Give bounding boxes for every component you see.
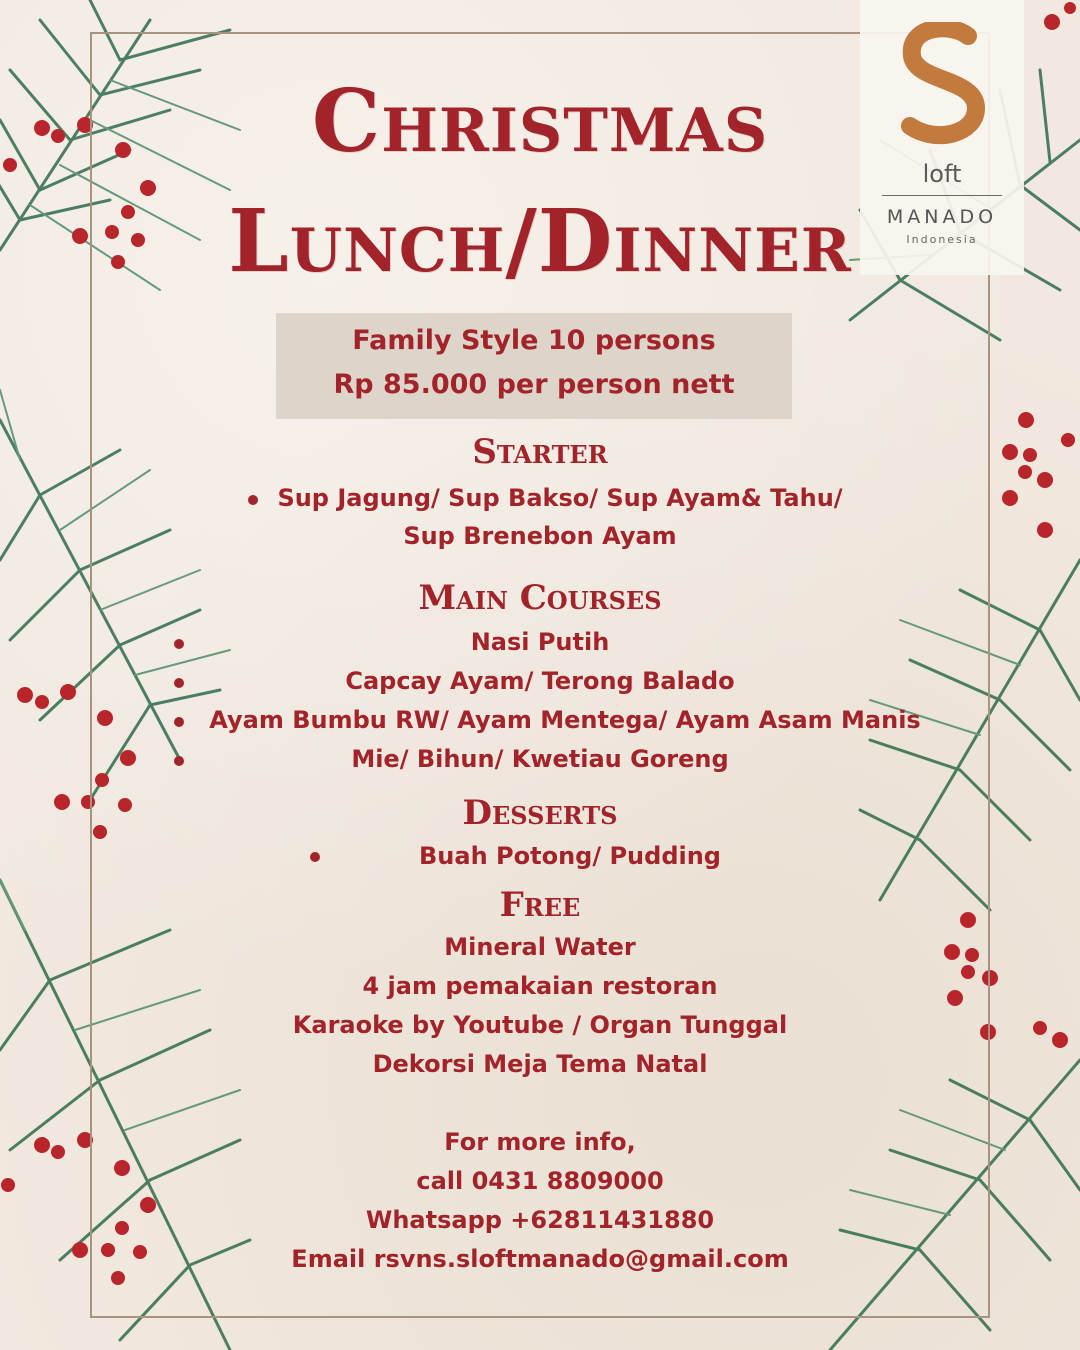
contact-intro: For more info, [444, 1128, 636, 1156]
title-line-1: Christmas [311, 71, 769, 172]
main-courses-heading: Main Courses [418, 578, 662, 618]
starter-heading: Starter [472, 432, 608, 472]
package-price: Rp 85.000 per person nett [333, 369, 735, 400]
main-course-item-1: Nasi Putih [470, 628, 610, 656]
price-box [276, 313, 792, 419]
contact-phone: call 0431 8809000 [416, 1167, 664, 1195]
free-item-2: 4 jam pemakaian restoran [362, 972, 718, 1000]
s-mark-icon [890, 22, 994, 152]
main-course-item-3: Ayam Bumbu RW/ Ayam Mentega/ Ayam Asam Manis [209, 706, 921, 734]
main-course-item-2: Capcay Ayam/ Terong Balado [345, 667, 735, 695]
logo-city-text: MANADO [886, 206, 998, 228]
free-heading: Free [499, 885, 581, 925]
starter-item-2: Sup Brenebon Ayam [403, 522, 677, 550]
package-size: Family Style 10 persons [352, 325, 716, 356]
title-line-2: Lunch/Dinner [228, 191, 852, 292]
dessert-item-1: Buah Potong/ Pudding [419, 842, 721, 870]
contact-email: Email rsvns.sloftmanado@gmail.com [291, 1245, 789, 1273]
bullet-icon [174, 717, 184, 727]
main-course-item-4: Mie/ Bihun/ Kwetiau Goreng [351, 745, 729, 773]
free-item-4: Dekorsi Meja Tema Natal [372, 1050, 708, 1078]
free-item-1: Mineral Water [444, 933, 636, 961]
starter-item-1: Sup Jagung/ Sup Bakso/ Sup Ayam& Tahu/ [277, 484, 843, 512]
logo-country-text: Indonesia [906, 233, 978, 246]
free-item-3: Karaoke by Youtube / Organ Tunggal [292, 1011, 788, 1039]
desserts-heading: Desserts [462, 793, 618, 833]
logo-loft-text: loft [922, 160, 962, 188]
contact-whatsapp: Whatsapp +62811431880 [365, 1206, 715, 1234]
